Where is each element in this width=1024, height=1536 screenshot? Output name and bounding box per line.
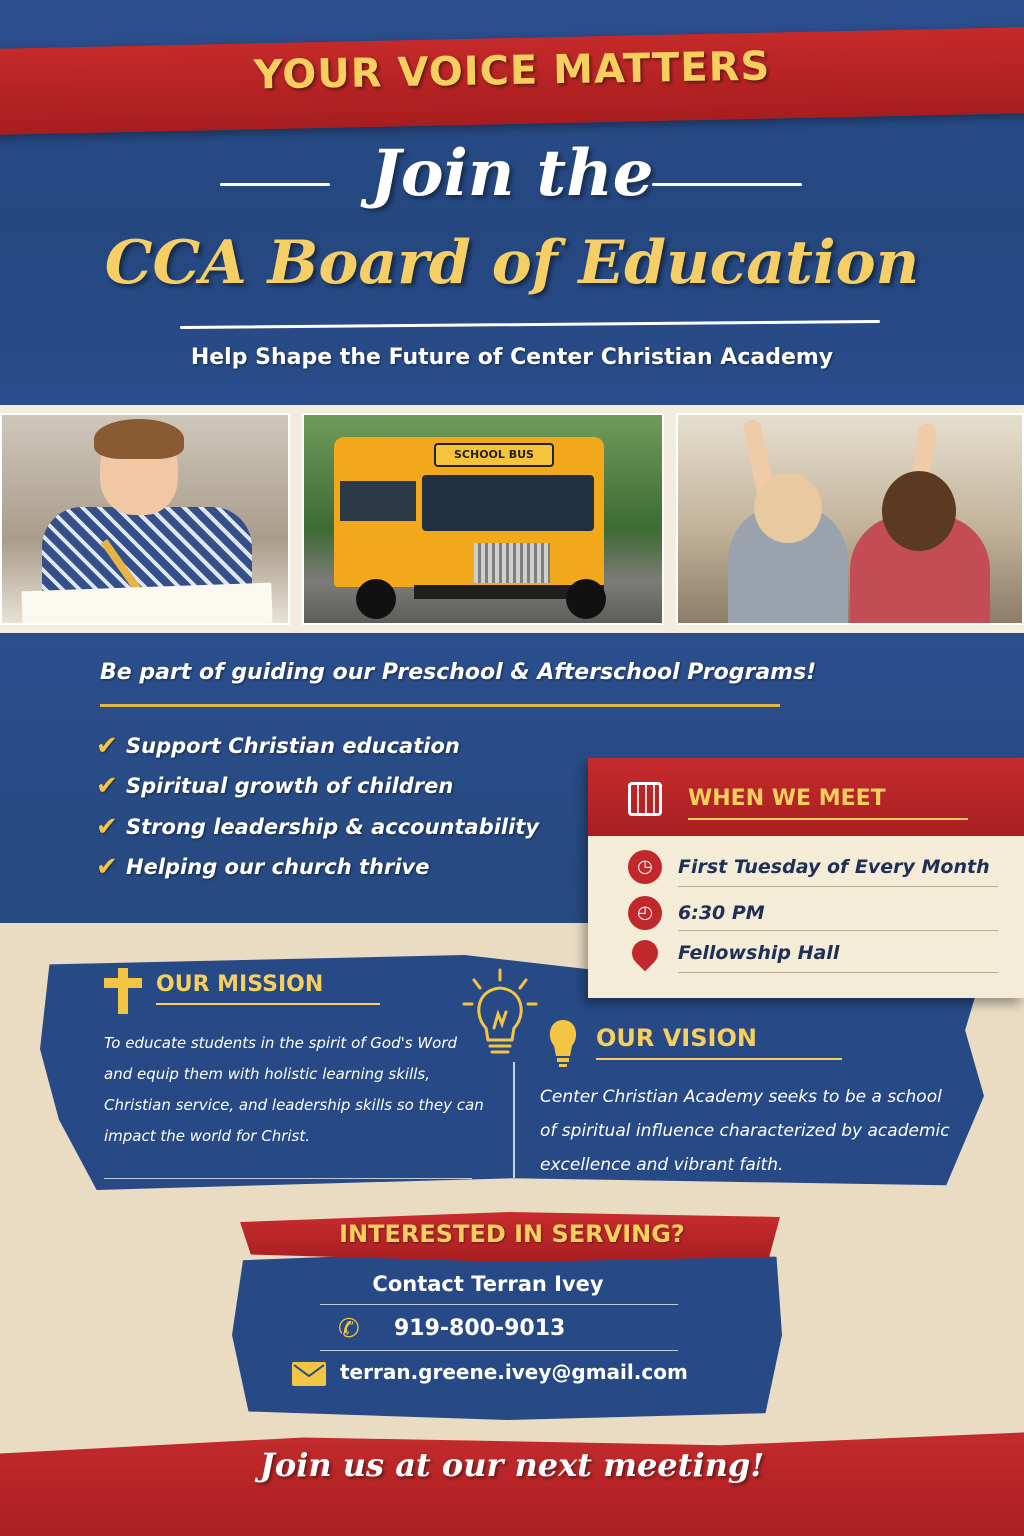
list-item-text: Helping our church thrive bbox=[126, 855, 430, 879]
location-pin-icon bbox=[627, 935, 664, 972]
checkmark-icon: ✔ bbox=[96, 731, 118, 761]
email-address[interactable]: terran.greene.ivey@gmail.com bbox=[340, 1360, 688, 1384]
title-line-2: CCA Board of Education bbox=[104, 228, 920, 298]
list-item bbox=[96, 810, 539, 844]
photo-school-bus bbox=[302, 413, 664, 625]
meeting-card bbox=[588, 758, 1024, 998]
checkmark-icon: ✔ bbox=[96, 771, 118, 801]
contact-name: Contact Terran Ivey bbox=[372, 1272, 604, 1296]
list-item bbox=[96, 850, 429, 884]
clock-icon: ◷ bbox=[628, 850, 662, 884]
contact-heading: INTERESTED IN SERVING? bbox=[339, 1220, 685, 1248]
lightbulb-icon bbox=[546, 1016, 580, 1070]
meeting-time: 6:30 PM bbox=[678, 902, 765, 924]
mission-underline bbox=[156, 1003, 380, 1005]
list-item bbox=[96, 729, 460, 763]
subtitle: Help Shape the Future of Center Christian Academy bbox=[190, 345, 834, 370]
lightbulb-icon bbox=[460, 968, 540, 1068]
meeting-day: First Tuesday of Every Month bbox=[678, 856, 990, 878]
phone-number[interactable]: 919-800-9013 bbox=[394, 1316, 566, 1341]
checkmark-icon: ✔ bbox=[96, 852, 118, 882]
meeting-title-underline bbox=[688, 818, 968, 820]
meeting-place: Fellowship Hall bbox=[678, 942, 840, 964]
meeting-day-row bbox=[628, 850, 990, 884]
list-item bbox=[96, 769, 453, 803]
mission-text: To educate students in the spirit of God's Word and equip them with holistic learning skills, Christian service, and leadership skills so they can impact the world for Christ. bbox=[104, 1034, 484, 1145]
divider bbox=[320, 1350, 678, 1351]
meeting-time-row bbox=[628, 896, 765, 930]
student-boy-head bbox=[754, 473, 822, 543]
title-line-1: Join the bbox=[370, 136, 654, 211]
clock-icon: ◴ bbox=[628, 896, 662, 930]
divider bbox=[678, 930, 998, 931]
vision-underline bbox=[596, 1058, 842, 1060]
vision-text: Center Christian Academy seeks to be a school of spiritual influence characterized by academic excellence and vibrant faith. bbox=[540, 1087, 950, 1175]
calendar-icon bbox=[628, 782, 662, 816]
bus-sign: SCHOOL BUS bbox=[434, 443, 554, 467]
list-item-text: Strong leadership & accountability bbox=[126, 815, 540, 839]
divider bbox=[513, 1062, 515, 1178]
photo-strip bbox=[0, 405, 1024, 633]
divider bbox=[320, 1304, 678, 1305]
student-girl-head bbox=[882, 471, 956, 551]
bus-side-window bbox=[340, 481, 416, 521]
divider bbox=[678, 972, 998, 973]
photo-classroom bbox=[676, 413, 1024, 625]
mission-title: OUR MISSION bbox=[156, 972, 324, 997]
vision-title: OUR VISION bbox=[596, 1024, 757, 1052]
boy-hair bbox=[94, 419, 184, 459]
bus-grille bbox=[474, 543, 550, 583]
photo-boy-writing bbox=[0, 413, 290, 625]
list-item-text: Spiritual growth of children bbox=[126, 774, 454, 798]
tagline: YOUR VOICE MATTERS bbox=[253, 43, 771, 99]
checkmark-icon: ✔ bbox=[96, 812, 118, 842]
bus-windshield bbox=[422, 475, 594, 531]
mission-bottom-rule bbox=[104, 1178, 472, 1179]
footer-text: Join us at our next meeting! bbox=[259, 1446, 765, 1484]
cross-icon bbox=[118, 968, 128, 1014]
meeting-place-row bbox=[628, 940, 839, 966]
email-icon bbox=[292, 1362, 326, 1386]
programs-heading: Be part of guiding our Preschool & Afterschool Programs! bbox=[100, 660, 817, 685]
bus-wheel bbox=[356, 579, 396, 619]
meeting-title: WHEN WE MEET bbox=[688, 786, 886, 811]
programs-underline bbox=[100, 704, 780, 707]
divider bbox=[678, 886, 998, 887]
list-item-text: Support Christian education bbox=[126, 734, 460, 758]
phone-icon: ✆ bbox=[338, 1314, 360, 1344]
bus-wheel bbox=[566, 579, 606, 619]
cross-icon bbox=[104, 978, 142, 988]
